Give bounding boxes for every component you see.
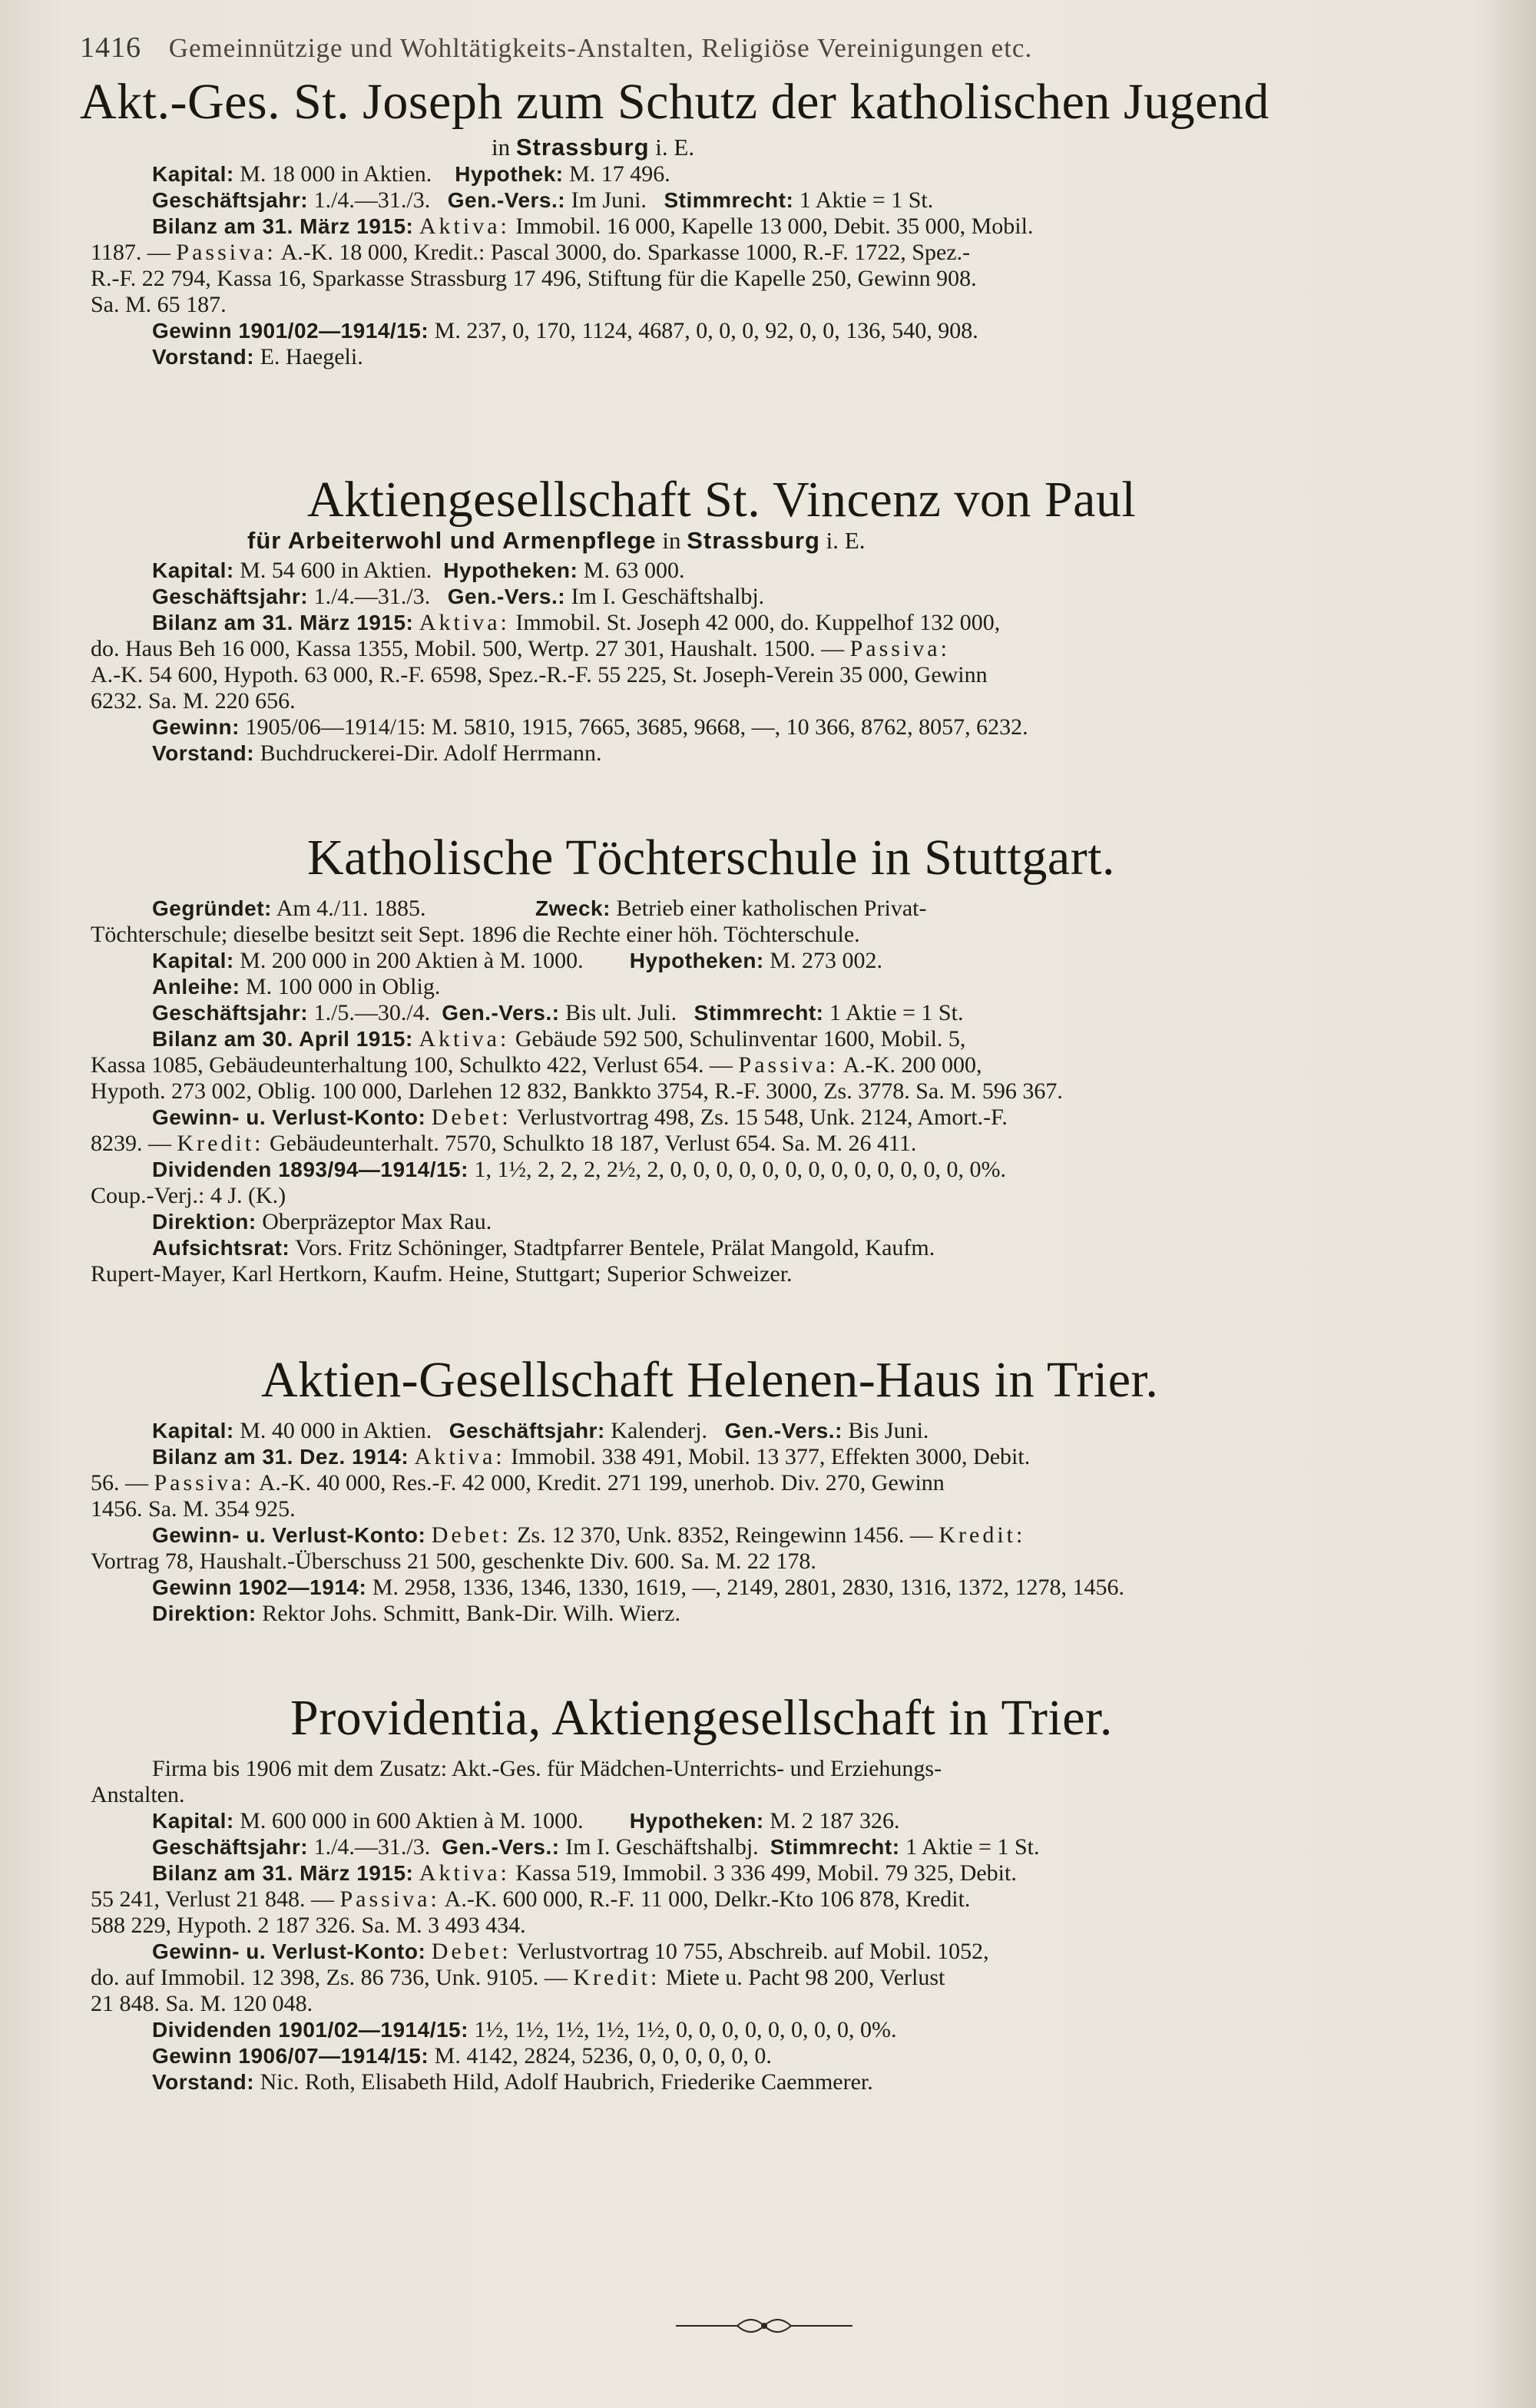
spaced-label: Passiva: bbox=[339, 1886, 440, 1912]
field-label: Gewinn- u. Verlust-Konto: bbox=[152, 1939, 426, 1963]
field-label: Anleihe: bbox=[152, 975, 240, 999]
field-value: Kassa 519, Immobil. 3 336 499, Mobil. 79 325, Debit. bbox=[515, 1860, 1017, 1886]
field-value: M. 4142, 2824, 5236, 0, 0, 0, 0, 0, 0. bbox=[434, 2043, 772, 2068]
section-title: Akt.-Ges. St. Joseph zum Schutz der katholischen Jugend bbox=[80, 74, 1270, 130]
entry-line bbox=[91, 1131, 916, 1156]
field-label: Direktion: bbox=[152, 1210, 257, 1234]
entry-line: Rupert-Mayer, Karl Hertkorn, Kaufm. Heine, Stuttgart; Superior Schweizer. bbox=[91, 1261, 793, 1287]
spaced-label: Passiva: bbox=[176, 240, 276, 265]
entry-line bbox=[91, 1886, 970, 1912]
entry-line bbox=[152, 1026, 965, 1052]
field-value: Bis Juni. bbox=[848, 1418, 929, 1443]
field-label: Hypothek: bbox=[455, 162, 564, 186]
entry-line: R.-F. 22 794, Kassa 16, Sparkasse Strassburg 17 496, Stiftung für die Kapelle 250, Gewinn 908. bbox=[91, 266, 977, 291]
spaced-label: Debet: bbox=[431, 1105, 511, 1130]
field-label: Geschäftsjahr: bbox=[152, 1835, 309, 1859]
field-value: A.-K. 18 000, Kredit.: Pascal 3000, do. Sparkasse 1000, R.-F. 1722, Spez.- bbox=[280, 240, 971, 265]
field-value: Im I. Geschäftshalbj. bbox=[571, 584, 765, 609]
field-label: Gen.-Vers.: bbox=[447, 585, 566, 608]
section-title: Aktiengesellschaft St. Vincenz von Paul bbox=[307, 472, 1137, 528]
field-label: Gewinn: bbox=[152, 715, 240, 739]
field-value: Zs. 12 370, Unk. 8352, Reingewinn 1456. — bbox=[517, 1522, 933, 1548]
field-value: 1, 1½, 2, 2, 2, 2½, 2, 0, 0, 0, 0, 0, 0, 0, 0, 0, 0, 0, 0, 0, 0%. bbox=[474, 1157, 1006, 1182]
spaced-label: Passiva: bbox=[154, 1470, 254, 1495]
subtitle-text: in bbox=[492, 134, 511, 161]
spaced-label: Kredit: bbox=[177, 1131, 264, 1156]
entry-line bbox=[152, 1418, 929, 1443]
field-label: Kapital: bbox=[152, 1809, 234, 1833]
field-value: 55 241, Verlust 21 848. — bbox=[91, 1886, 334, 1912]
field-value: Oberpräzeptor Max Rau. bbox=[262, 1209, 492, 1234]
subtitle-city: Strassburg bbox=[515, 134, 650, 161]
entry-line bbox=[152, 1157, 1006, 1182]
entry-line bbox=[152, 1575, 1124, 1600]
field-label: Hypotheken: bbox=[629, 949, 764, 972]
entry-line bbox=[152, 610, 1000, 635]
entry-line bbox=[152, 2043, 772, 2068]
field-label: Bilanz am 30. April 1915: bbox=[152, 1027, 413, 1051]
field-label: Kapital: bbox=[152, 1419, 234, 1442]
field-value: M. 40 000 in Aktien. bbox=[240, 1418, 432, 1443]
entry-line: Coup.-Verj.: 4 J. (K.) bbox=[91, 1183, 286, 1208]
field-label: Stimmrecht: bbox=[694, 1001, 824, 1025]
field-value: Immobil. 16 000, Kapelle 13 000, Debit. 35 000, Mobil. bbox=[515, 214, 1034, 239]
field-label: Gewinn 1901/02—1914/15: bbox=[152, 319, 429, 343]
field-label: Vorstand: bbox=[152, 345, 255, 369]
entry-line bbox=[152, 558, 684, 583]
field-value: do. Haus Beh 16 000, Kassa 1355, Mobil. 500, Wertp. 27 301, Haushalt. 1500. — bbox=[91, 636, 845, 661]
spaced-label: Aktiva: bbox=[419, 1026, 510, 1052]
field-value: Verlustvortrag 10 755, Abschreib. auf Mobil. 1052, bbox=[516, 1939, 989, 1964]
entry-line bbox=[152, 1860, 1017, 1886]
subtitle-text: i. E. bbox=[655, 134, 695, 161]
field-label: Geschäftsjahr: bbox=[152, 1001, 309, 1025]
entry-line bbox=[152, 1522, 1025, 1548]
spaced-label: Debet: bbox=[431, 1522, 511, 1548]
field-value: Immobil. 338 491, Mobil. 13 377, Effekten 3000, Debit. bbox=[511, 1444, 1031, 1469]
subtitle-text: in bbox=[662, 527, 681, 554]
field-label: Bilanz am 31. Dez. 1914: bbox=[152, 1445, 409, 1469]
entry-line bbox=[91, 1470, 945, 1495]
entry-line bbox=[152, 1209, 492, 1234]
field-label: Gewinn 1902—1914: bbox=[152, 1575, 367, 1599]
subtitle-city: Strassburg bbox=[687, 527, 820, 554]
field-label: Stimmrecht: bbox=[664, 188, 794, 212]
field-value: 1187. — bbox=[91, 240, 170, 265]
field-value: Buchdruckerei-Dir. Adolf Herrmann. bbox=[260, 740, 602, 766]
field-value: M. 273 002. bbox=[770, 948, 882, 973]
field-value: M. 100 000 in Oblig. bbox=[245, 974, 441, 999]
field-label: Geschäftsjahr: bbox=[152, 188, 309, 212]
field-label: Direktion: bbox=[152, 1601, 257, 1625]
field-label: Geschäftsjahr: bbox=[152, 585, 309, 608]
spaced-label: Passiva: bbox=[849, 636, 950, 661]
field-label: Aufsichtsrat: bbox=[152, 1236, 290, 1260]
field-label: Vorstand: bbox=[152, 741, 255, 765]
entry-line: 6232. Sa. M. 220 656. bbox=[91, 688, 296, 714]
entry-line bbox=[152, 1834, 1040, 1860]
entry-line bbox=[152, 1601, 680, 1626]
field-label: Kapital: bbox=[152, 558, 234, 582]
ornament-icon bbox=[676, 2310, 852, 2341]
spaced-label: Kredit: bbox=[573, 1965, 660, 1990]
subtitle-text: i. E. bbox=[826, 527, 866, 554]
entry-line: A.-K. 54 600, Hypoth. 63 000, R.-F. 6598, Spez.-R.-F. 55 225, St. Joseph-Verein 35 000, Gewinn bbox=[91, 662, 988, 687]
field-value: Miete u. Pacht 98 200, Verlust bbox=[665, 1965, 945, 1990]
entry-line bbox=[152, 974, 440, 999]
entry-line: 588 229, Hypoth. 2 187 326. Sa. M. 3 493 434. bbox=[91, 1913, 526, 1938]
field-value: Kassa 1085, Gebäudeunterhaltung 100, Schulkto 422, Verlust 654. — bbox=[91, 1052, 733, 1078]
entry-line bbox=[152, 2017, 896, 2042]
entry-line bbox=[152, 1939, 989, 1964]
field-value: A.-K. 200 000, bbox=[842, 1052, 982, 1078]
entry-line bbox=[91, 1965, 945, 1990]
field-value: Vors. Fritz Schöninger, Stadtpfarrer Bentele, Prälat Mangold, Kaufm. bbox=[295, 1235, 935, 1260]
field-value: 1 Aktie = 1 St. bbox=[829, 1000, 964, 1025]
entry-line: Sa. M. 65 187. bbox=[91, 292, 227, 317]
field-value: Verlustvortrag 498, Zs. 15 548, Unk. 2124, Amort.-F. bbox=[516, 1105, 1008, 1130]
field-label: Geschäftsjahr: bbox=[449, 1419, 605, 1442]
entry-line: 21 848. Sa. M. 120 048. bbox=[91, 1991, 313, 2016]
section-title: Providentia, Aktiengesellschaft in Trier. bbox=[290, 1690, 1113, 1746]
entry-line bbox=[152, 161, 670, 187]
field-value: M. 63 000. bbox=[583, 558, 685, 583]
field-value: Nic. Roth, Elisabeth Hild, Adolf Haubrich, Friederike Caemmerer. bbox=[260, 2069, 873, 2095]
spaced-label: Passiva: bbox=[738, 1052, 839, 1078]
running-title: Gemeinnützige und Wohltätigkeits-Anstalten, Religiöse Vereinigungen etc. bbox=[168, 33, 1033, 63]
field-value: M. 18 000 in Aktien. bbox=[240, 161, 432, 187]
entry-line: Firma bis 1906 mit dem Zusatz: Akt.-Ges. für Mädchen-Unterrichts- und Erziehungs- bbox=[152, 1756, 942, 1781]
entry-line bbox=[152, 1235, 935, 1260]
field-label: Dividenden 1893/94—1914/15: bbox=[152, 1158, 468, 1181]
entry-line bbox=[152, 214, 1033, 239]
section-title: Katholische Töchterschule in Stuttgart. bbox=[307, 830, 1116, 886]
field-value: do. auf Immobil. 12 398, Zs. 86 736, Unk. 9105. — bbox=[91, 1965, 568, 1990]
field-value: M. 600 000 in 600 Aktien à M. 1000. bbox=[240, 1808, 584, 1833]
field-label: Hypotheken: bbox=[629, 1809, 764, 1833]
field-label: Gen.-Vers.: bbox=[442, 1001, 560, 1025]
field-label: Bilanz am 31. März 1915: bbox=[152, 214, 414, 238]
field-label: Gen.-Vers.: bbox=[447, 188, 566, 212]
field-value: 1./4.—31./3. bbox=[313, 187, 431, 213]
field-label: Kapital: bbox=[152, 162, 234, 186]
subtitle-purpose: für Arbeiterwohl und Armenpflege bbox=[247, 527, 657, 554]
entry-line bbox=[91, 1052, 982, 1078]
field-value: M. 2 187 326. bbox=[770, 1808, 900, 1833]
field-label: Bilanz am 31. März 1915: bbox=[152, 1861, 414, 1885]
field-value: 1 Aktie = 1 St. bbox=[905, 1834, 1040, 1860]
entry-line bbox=[152, 896, 926, 921]
spaced-label: Aktiva: bbox=[414, 1444, 505, 1469]
field-label: Stimmrecht: bbox=[770, 1835, 900, 1859]
spaced-label: Debet: bbox=[431, 1939, 511, 1964]
entry-line: 1456. Sa. M. 354 925. bbox=[91, 1496, 296, 1522]
field-value: A.-K. 40 000, Res.-F. 42 000, Kredit. 271 199, unerhob. Div. 270, Gewinn bbox=[258, 1470, 945, 1495]
entry-line bbox=[91, 636, 950, 661]
field-label: Dividenden 1901/02—1914/15: bbox=[152, 2018, 468, 2042]
field-value: 1905/06—1914/15: M. 5810, 1915, 7665, 3685, 9668, —, 10 366, 8762, 8057, 6232. bbox=[245, 714, 1028, 740]
entry-line bbox=[152, 948, 882, 973]
field-value: Gebäudeunterhalt. 7570, Schulkto 18 187, Verlust 654. Sa. M. 26 411. bbox=[269, 1131, 917, 1156]
field-value: 1./4.—31./3. bbox=[313, 584, 431, 609]
field-value: A.-K. 600 000, R.-F. 11 000, Delkr.-Kto 106 878, Kredit. bbox=[444, 1886, 971, 1912]
entry-line: Vortrag 78, Haushalt.-Überschuss 21 500, geschenkte Div. 600. Sa. M. 22 178. bbox=[91, 1548, 816, 1574]
entry-line bbox=[152, 344, 363, 369]
field-value: Am 4./11. 1885. bbox=[276, 896, 426, 921]
field-value: 1./5.—30./4. bbox=[313, 1000, 431, 1025]
spaced-label: Aktiva: bbox=[419, 1860, 510, 1886]
section-subtitle bbox=[492, 134, 694, 161]
field-value: 56. — bbox=[91, 1470, 148, 1495]
entry-line bbox=[152, 584, 764, 609]
field-value: 8239. — bbox=[91, 1131, 171, 1156]
field-value: Im Juni. bbox=[571, 187, 647, 213]
spaced-label: Aktiva: bbox=[419, 214, 510, 239]
entry-line: Hypoth. 273 002, Oblig. 100 000, Darlehen 12 832, Bankkto 3754, R.-F. 3000, Zs. 3778. Sa. M. 596 367. bbox=[91, 1078, 1063, 1104]
entry-line bbox=[152, 1444, 1030, 1469]
entry-line bbox=[152, 2069, 873, 2095]
field-value: Gebäude 592 500, Schulinventar 1600, Mobil. 5, bbox=[515, 1026, 966, 1052]
field-value: Rektor Johs. Schmitt, Bank-Dir. Wilh. Wierz. bbox=[262, 1601, 680, 1626]
field-label: Zweck: bbox=[535, 896, 611, 920]
entry-line bbox=[152, 1808, 899, 1833]
entry-line bbox=[152, 1000, 963, 1025]
field-value: E. Haegeli. bbox=[260, 344, 363, 369]
field-value: 1½, 1½, 1½, 1½, 1½, 0, 0, 0, 0, 0, 0, 0, 0, 0%. bbox=[474, 2017, 897, 2042]
field-value: Kalenderj. bbox=[611, 1418, 708, 1443]
field-value: Betrieb einer katholischen Privat- bbox=[616, 896, 927, 921]
field-label: Gewinn- u. Verlust-Konto: bbox=[152, 1523, 426, 1547]
field-value: Im I. Geschäftshalbj. bbox=[565, 1834, 759, 1860]
section-title: Aktien-Gesellschaft Helenen-Haus in Trier. bbox=[261, 1352, 1159, 1408]
field-label: Gen.-Vers.: bbox=[442, 1835, 560, 1859]
field-label: Gewinn- u. Verlust-Konto: bbox=[152, 1105, 426, 1129]
field-value: 1./4.—31./3. bbox=[313, 1834, 431, 1860]
entry-line bbox=[152, 1105, 1008, 1130]
entry-line bbox=[152, 714, 1028, 740]
field-value: M. 2958, 1336, 1346, 1330, 1619, —, 2149, 2801, 2830, 1316, 1372, 1278, 1456. bbox=[372, 1575, 1124, 1600]
field-value: M. 200 000 in 200 Aktien à M. 1000. bbox=[240, 948, 584, 973]
field-value: Bis ult. Juli. bbox=[565, 1000, 677, 1025]
spaced-label: Aktiva: bbox=[419, 610, 510, 635]
spaced-label: Kredit: bbox=[938, 1522, 1026, 1548]
field-label: Kapital: bbox=[152, 949, 234, 972]
field-value: M. 17 496. bbox=[569, 161, 670, 187]
page-number: 1416 bbox=[80, 31, 141, 64]
entry-line: Töchterschule; dieselbe besitzt seit Sept. 1896 die Rechte einer höh. Töchterschule. bbox=[91, 922, 860, 947]
field-value: Immobil. St. Joseph 42 000, do. Kuppelhof 132 000, bbox=[515, 610, 1001, 635]
field-label: Gegründet: bbox=[152, 896, 272, 920]
entry-line bbox=[152, 740, 601, 766]
section-subtitle bbox=[247, 527, 865, 555]
entry-line bbox=[152, 187, 933, 213]
entry-line bbox=[91, 240, 970, 265]
field-label: Bilanz am 31. März 1915: bbox=[152, 611, 414, 634]
field-value: 1 Aktie = 1 St. bbox=[799, 187, 934, 213]
field-label: Gewinn 1906/07—1914/15: bbox=[152, 2044, 429, 2068]
entry-line bbox=[152, 318, 978, 343]
field-label: Hypotheken: bbox=[443, 558, 578, 582]
field-value: M. 237, 0, 170, 1124, 4687, 0, 0, 0, 92, 0, 0, 136, 540, 908. bbox=[434, 318, 978, 343]
field-label: Gen.-Vers.: bbox=[724, 1419, 842, 1442]
field-value: M. 54 600 in Aktien. bbox=[240, 558, 432, 583]
field-label: Vorstand: bbox=[152, 2070, 255, 2094]
entry-line: Anstalten. bbox=[91, 1782, 185, 1807]
